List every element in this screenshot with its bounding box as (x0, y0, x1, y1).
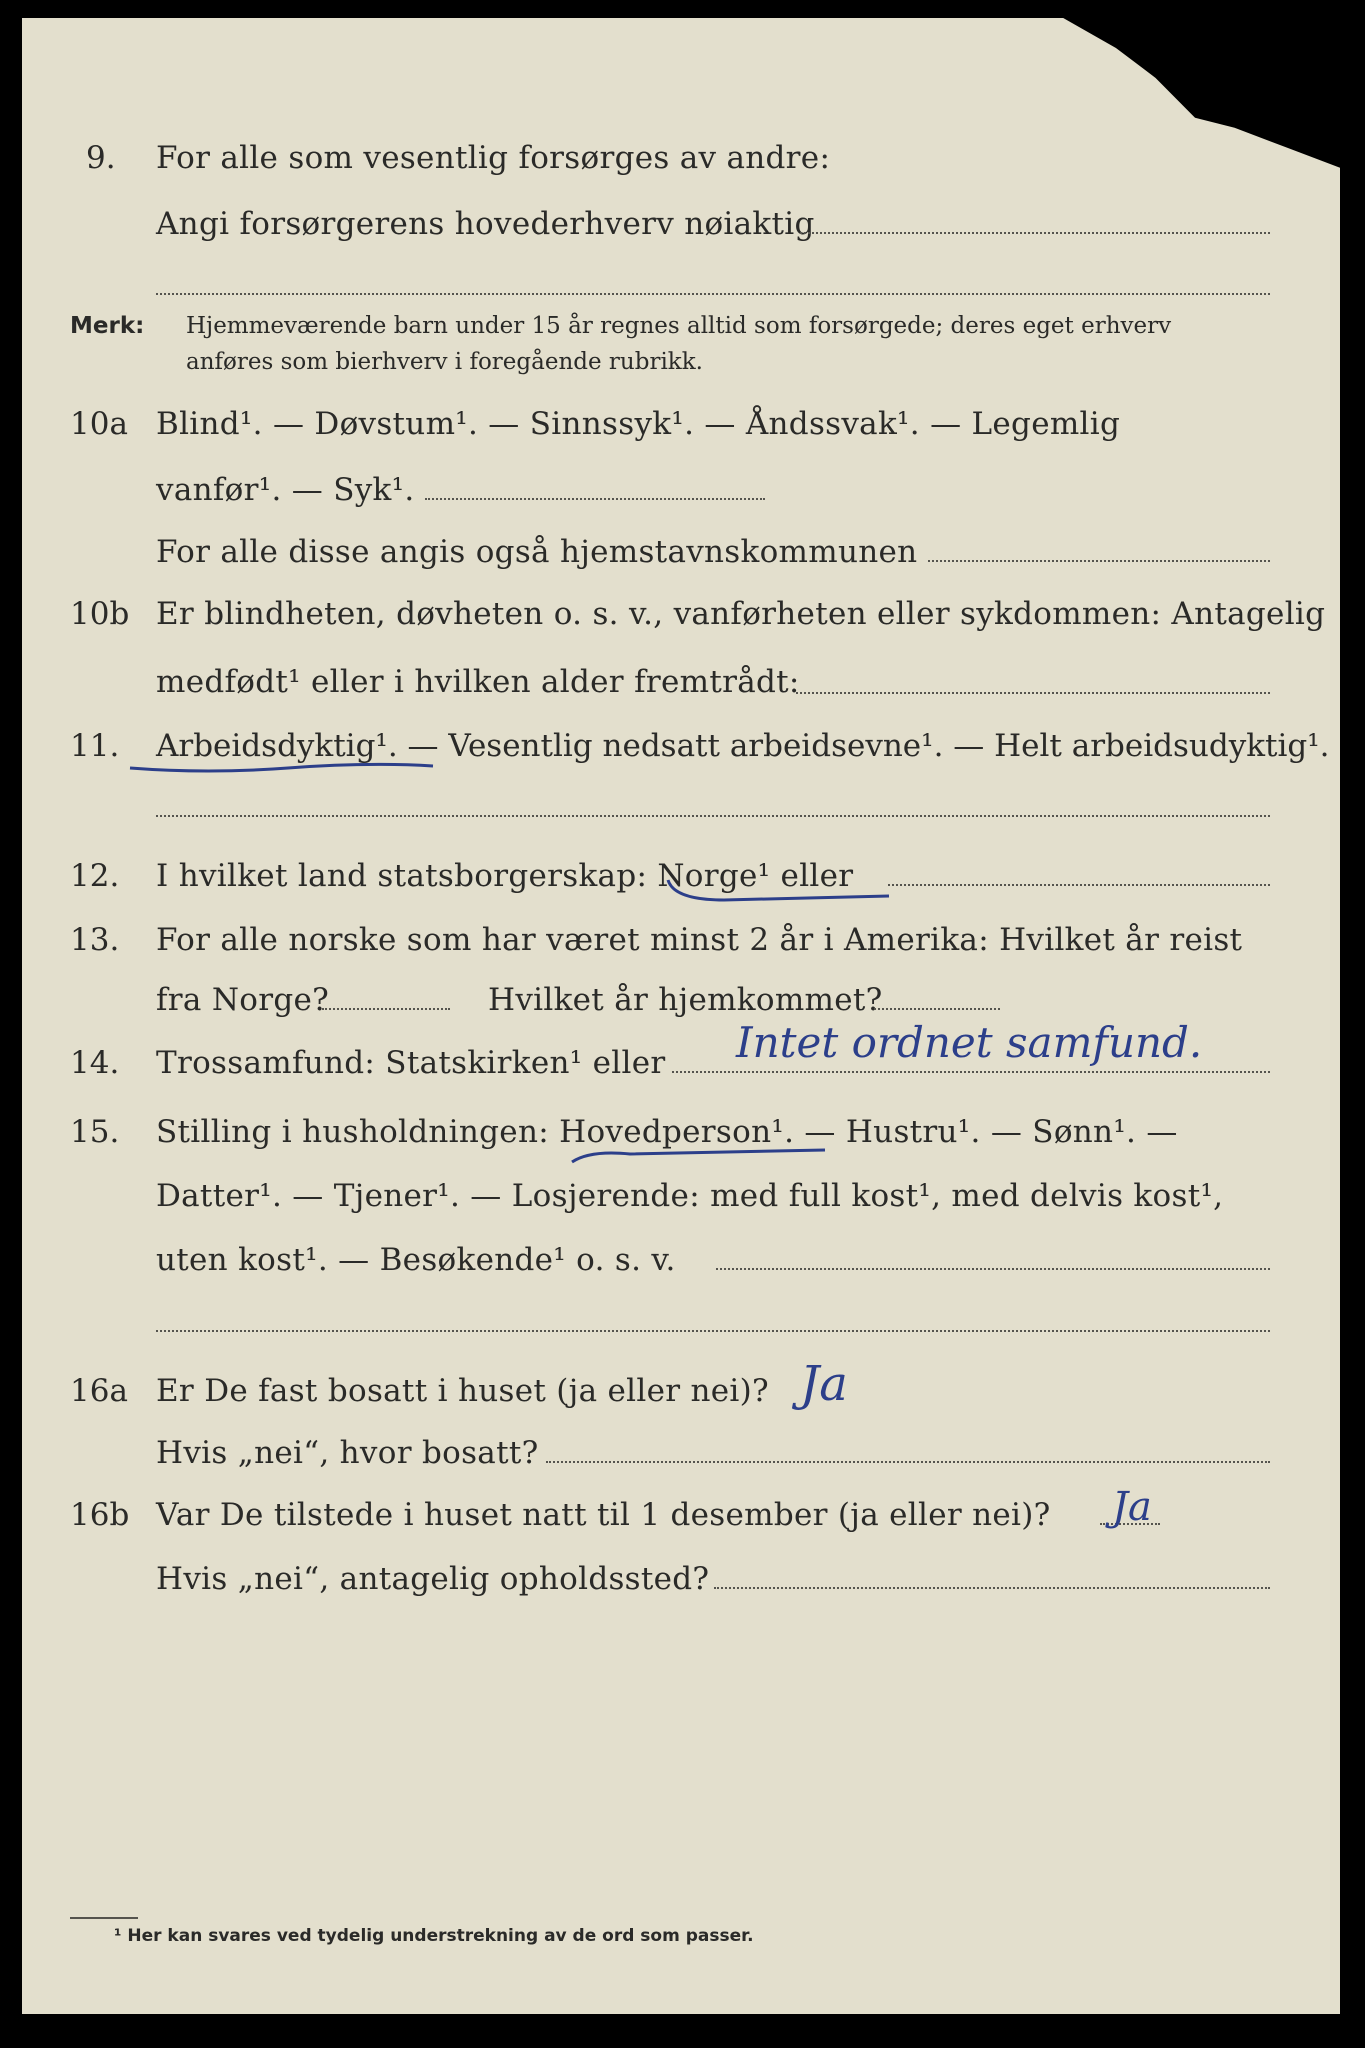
q13-line1: For alle norske som har været minst 2 år i Amerika: Hvilket år reist (156, 922, 1243, 958)
q16b-line1: Var De tilstede i huset natt til 1 desember (ja eller nei)? (156, 1497, 1051, 1533)
q14-answer-line[interactable] (672, 1071, 1270, 1073)
q11-underline-mark (128, 758, 438, 778)
q13-line2b: Hvilket år hjemkommet? (488, 982, 883, 1018)
q10b-line1: Er blindheten, døvheten o. s. v., vanførheten eller sykdommen: Antagelig (156, 596, 1326, 632)
footnote-rule (70, 1917, 138, 1919)
q11-answer-line[interactable] (156, 815, 1270, 817)
q12-answer-line[interactable] (888, 884, 1270, 886)
q15-number: 15. (70, 1114, 120, 1150)
q9-number: 9. (86, 140, 116, 176)
q14-number: 14. (70, 1045, 120, 1081)
q16a-number: 16a (70, 1373, 128, 1409)
q10a-line3: For alle disse angis også hjemstavnskommunen (156, 534, 918, 570)
q10a-line1: Blind¹. — Døvstum¹. — Sinnssyk¹. — Åndssvak¹. — Legemlig (156, 406, 1121, 442)
q12-number: 12. (70, 858, 120, 894)
q11-line1: Arbeidsdyktig¹. — Vesentlig nedsatt arbeidsevne¹. — Helt arbeidsudyktig¹. (156, 728, 1330, 764)
q13-line2a: fra Norge? (156, 982, 330, 1018)
q9-answer-line[interactable] (800, 232, 1270, 234)
q16a-line1: Er De fast bosatt i huset (ja eller nei)? (156, 1373, 769, 1409)
footnote-text: ¹ Her kan svares ved tydelig understrekning av de ord som passer. (114, 1926, 754, 1946)
q10b-answer-line[interactable] (796, 692, 1270, 694)
q16b-line2: Hvis „nei“, antagelig opholdssted? (156, 1561, 710, 1597)
q16a-line2: Hvis „nei“, hvor bosatt? (156, 1435, 539, 1471)
q10a-answer-line[interactable] (425, 498, 765, 500)
q15-line3: uten kost¹. — Besøkende¹ o. s. v. (156, 1242, 676, 1278)
q13-number: 13. (70, 922, 120, 958)
q10b-number: 10b (70, 596, 130, 632)
q16b-handwritten-answer: Ja (1112, 1484, 1152, 1530)
q14-handwritten-answer: Intet ordnet samfund. (736, 1018, 1203, 1067)
q15-underline-mark (570, 1142, 830, 1172)
q9-line2: Angi forsørgerens hovederhverv nøiaktig (156, 206, 815, 242)
merk-label: Merk: (70, 313, 145, 339)
q10a-number: 10a (70, 406, 128, 442)
q16b-number: 16b (70, 1497, 130, 1533)
q12-underline-mark (664, 876, 894, 906)
q15-line1: Stilling i husholdningen: Hovedperson¹. — Hustru¹. — Sønn¹. — (156, 1114, 1178, 1150)
merk-line1: Hjemmeværende barn under 15 år regnes alltid som forsørgede; deres eget erhverv (186, 313, 1172, 339)
q16b-opholdssted-line[interactable] (714, 1587, 1270, 1589)
q10b-line2: medfødt¹ eller i hvilken alder fremtrådt: (156, 664, 800, 700)
q15-answer-line2[interactable] (156, 1330, 1270, 1332)
q10a-line2: vanfør¹. — Syk¹. (156, 472, 415, 508)
q11-number: 11. (70, 728, 120, 764)
q13-reist-line[interactable] (322, 1008, 450, 1010)
q12-line1: I hvilket land statsborgerskap: Norge¹ eller (156, 858, 854, 894)
q9-line1: For alle som vesentlig forsørges av andre: (156, 140, 831, 176)
q9-answer-line2[interactable] (156, 293, 1270, 295)
q13-hjemkommet-line[interactable] (874, 1008, 1000, 1010)
q14-line1: Trossamfund: Statskirken¹ eller (156, 1045, 666, 1081)
q16a-answer-line[interactable] (546, 1461, 1270, 1463)
q16a-handwritten-answer: Ja (800, 1356, 848, 1412)
q15-line2: Datter¹. — Tjener¹. — Losjerende: med full kost¹, med delvis kost¹, (156, 1178, 1224, 1214)
q15-answer-line[interactable] (716, 1268, 1270, 1270)
merk-line2: anføres som bierhverv i foregående rubrikk. (186, 349, 703, 375)
q10a-kommune-line[interactable] (928, 560, 1270, 562)
